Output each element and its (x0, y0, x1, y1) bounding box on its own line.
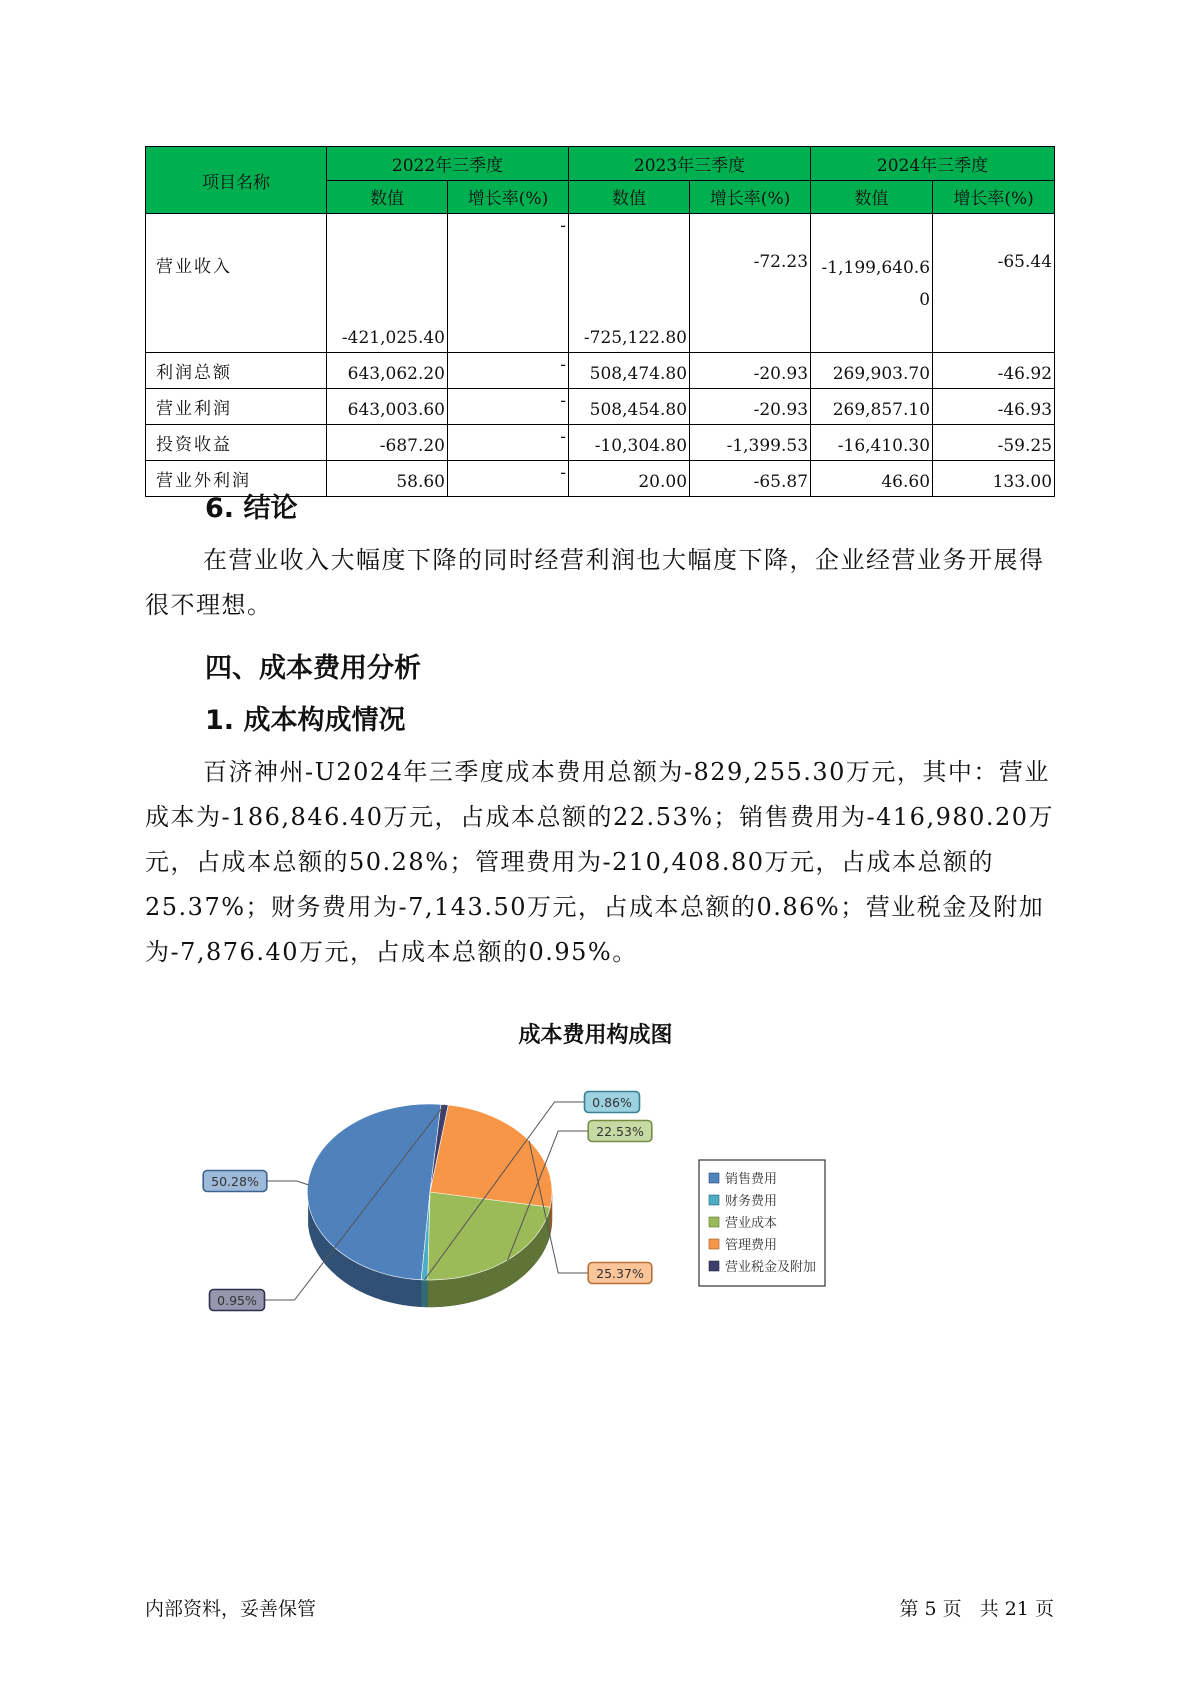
header-growth: 增长率(%) (690, 180, 811, 214)
cell-value: 58.60 (327, 461, 448, 497)
cell-value: -16,410.30 (811, 425, 933, 461)
header-value: 数值 (811, 180, 933, 214)
cell-growth: -59.25 (933, 425, 1055, 461)
row-label: 营业利润 (146, 389, 327, 425)
footer-confidential: 内部资料，妥善保管 (145, 1598, 317, 1620)
cell-value: 20.00 (569, 461, 690, 497)
legend-label-销售费用: 销售费用 (725, 1172, 778, 1187)
header-year-2022: 2022年三季度 (327, 147, 569, 181)
data-label-营业成本: 22.53% (596, 1124, 644, 1139)
row-label: 利润总额 (146, 353, 327, 389)
legend-swatch-管理费用 (709, 1239, 719, 1249)
cell-value: 269,903.70 (811, 353, 933, 389)
header-growth: 增长率(%) (933, 180, 1055, 214)
data-label-管理费用: 25.37% (596, 1266, 644, 1281)
section-heading-conclusion: 6. 结论 (205, 493, 298, 524)
cell-growth: -65.44 (933, 214, 1055, 353)
cell-growth-text: - (560, 463, 567, 483)
cell-value-text: -1,199,640.60 (821, 258, 931, 310)
subsection-heading-cost-structure: 1. 成本构成情况 (205, 705, 406, 736)
data-label-财务费用: 0.86% (592, 1095, 632, 1110)
section-heading-cost-analysis: 四、成本费用分析 (205, 653, 421, 684)
cell-value: 269,857.10 (811, 389, 933, 425)
legend-swatch-营业成本 (709, 1217, 719, 1227)
cell-growth: -1,399.53 (690, 425, 811, 461)
row-label: 投资收益 (146, 425, 327, 461)
cell-growth-text: - (560, 355, 567, 375)
legend-label-管理费用: 管理费用 (725, 1238, 778, 1253)
cell-value: -421,025.40 (327, 214, 448, 353)
cell-growth-text: - (560, 427, 567, 447)
cell-growth: -20.93 (690, 389, 811, 425)
legend-label-营业税金及附加: 营业税金及附加 (725, 1260, 817, 1275)
cell-growth: -65.87 (690, 461, 811, 497)
cell-growth-text: - (560, 391, 567, 411)
header-item-name: 项目名称 (146, 147, 327, 214)
header-growth: 增长率(%) (448, 180, 569, 214)
conclusion-paragraph: 在营业收入大幅度下降的同时经营利润也大幅度下降，企业经营业务开展得很不理想。 (145, 546, 1045, 619)
legend-label-财务费用: 财务费用 (725, 1194, 778, 1209)
legend-swatch-销售费用 (709, 1173, 719, 1183)
cell-value: 643,062.20 (327, 353, 448, 389)
legend-label-营业成本: 营业成本 (725, 1216, 778, 1231)
cost-structure-paragraph: 百济神州-U2024年三季度成本费用总额为-829,255.30万元，其中：营业成本为-186,846.40万元，占成本总额的22.53%；销售费用为-416,980.20万元，占成本总额的50.28%；管理费用为-210,408.80万元，占成本总额的25.37%；财务费用为-7,143.50万元，占成本总额的0.86%；营业税金及附加为-7,876.40万元，占成本总额的0.95%。 (145, 758, 1055, 966)
pie-slice-管理费用 (430, 1105, 552, 1207)
header-value: 数值 (569, 180, 690, 214)
legend-swatch-财务费用 (709, 1195, 719, 1205)
cell-growth: -20.93 (690, 353, 811, 389)
header-year-2023: 2023年三季度 (569, 147, 811, 181)
data-label-营业税金及附加: 0.95% (217, 1293, 257, 1308)
legend-swatch-营业税金及附加 (709, 1261, 719, 1271)
cell-growth: -72.23 (690, 214, 811, 353)
cell-growth: -46.92 (933, 353, 1055, 389)
footer-page-number: 第 5 页 共 21 页 (899, 1598, 1054, 1620)
cell-growth: -46.93 (933, 389, 1055, 425)
cell-value: 46.60 (811, 461, 933, 497)
header-year-2024: 2024年三季度 (811, 147, 1055, 181)
cell-value: -725,122.80 (569, 214, 690, 353)
cell-value: 508,454.80 (569, 389, 690, 425)
header-value: 数值 (327, 180, 448, 214)
cell-value: -687.20 (327, 425, 448, 461)
leader-line-销售费用 (267, 1181, 309, 1185)
cell-value: 508,474.80 (569, 353, 690, 389)
pie-side-财务费用 (421, 1280, 428, 1307)
cell-value: -10,304.80 (569, 425, 690, 461)
chart-title: 成本费用构成图 (518, 1023, 673, 1048)
row-label: 营业收入 (146, 214, 327, 353)
cell-growth-text: - (560, 216, 567, 236)
data-label-销售费用: 50.28% (211, 1174, 259, 1189)
cell-value: 643,003.60 (327, 389, 448, 425)
row-label: 营业外利润 (146, 461, 327, 497)
cell-growth: 133.00 (933, 461, 1055, 497)
